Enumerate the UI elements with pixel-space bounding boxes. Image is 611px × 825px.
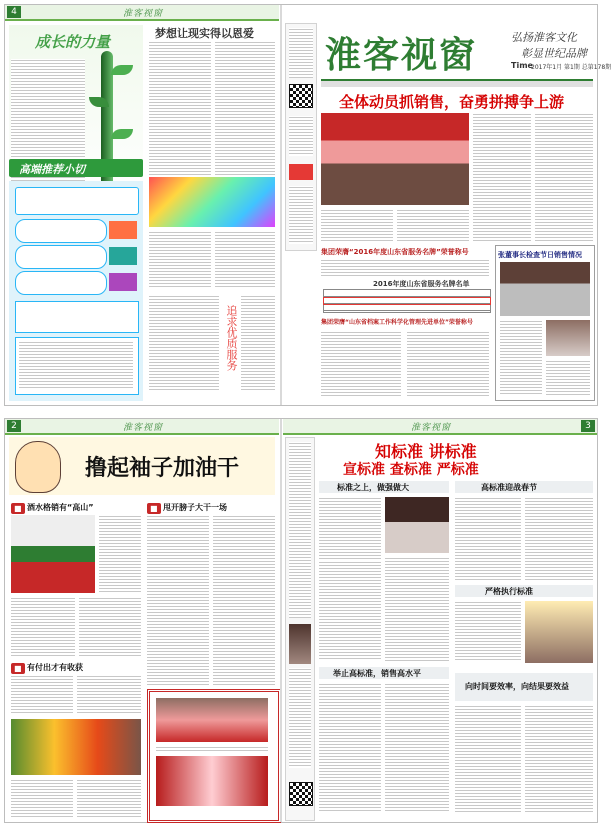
- page-2-headline: 撸起袖子加油干: [85, 455, 240, 481]
- chairman-title: 张董事长检查节日销售情况: [498, 251, 582, 259]
- qr-code: [289, 782, 313, 806]
- news-item-2-text: [407, 331, 489, 397]
- shelf-photo: [156, 756, 268, 806]
- time-label: Time: [511, 61, 533, 70]
- page-1: [283, 5, 611, 405]
- section-3-header: [455, 585, 593, 597]
- section-1-title: 标准之上，做强做大: [337, 483, 409, 492]
- section-4-header: [319, 667, 449, 679]
- info-block: [15, 219, 107, 243]
- section-5-header: [455, 673, 593, 701]
- essay-text: [149, 295, 219, 391]
- feature-banner-text: 高端推荐小切: [19, 163, 85, 176]
- chairman-photo: [500, 262, 590, 316]
- feature-banner: [9, 159, 143, 177]
- section-1-title: 酒水格销有“高山”: [27, 503, 94, 512]
- masthead-info-strip: [321, 81, 593, 87]
- cartoon-face: [15, 441, 61, 493]
- essay-text: [241, 295, 275, 391]
- market-photo: [11, 719, 141, 775]
- page-number: 2: [7, 420, 21, 432]
- page-number: 4: [7, 6, 21, 18]
- sidebar-text: [289, 668, 311, 768]
- section-3-title: 严格执行标准: [485, 587, 533, 596]
- news-item-2-title: 集团荣膺“山东省档案工作科学化管理先进单位”荣誉称号: [321, 319, 473, 326]
- page-2-header: [5, 419, 279, 435]
- sidebar-text: [289, 116, 313, 156]
- section-3-text: [455, 601, 521, 661]
- issue-info: 2017年1月 第1期 总第178期: [531, 64, 611, 71]
- service-column-title: 追求优质服务: [225, 305, 238, 371]
- section-tag: ■: [11, 663, 25, 674]
- top-spread: [4, 4, 611, 406]
- chairman-text: [500, 320, 542, 396]
- masthead: [321, 23, 611, 81]
- headline-article: [397, 209, 469, 241]
- honor-table-title: 2016年度山东省服务名牌名单: [373, 280, 470, 288]
- section-1-text: [79, 597, 141, 657]
- essay-title: 梦想让现实得以恩爱: [155, 27, 254, 40]
- info-tile: [109, 247, 137, 265]
- standards-title-2: 宣标准 查标准 严标准: [343, 462, 479, 478]
- sidebar-text: [289, 442, 311, 618]
- news-item-1-title: 集团荣膺“2016年度山东省服务名牌”荣誉称号: [321, 248, 469, 256]
- headline-banner: [9, 437, 275, 495]
- page-brand: 淮客视窗: [411, 423, 452, 433]
- info-tile: [109, 273, 137, 291]
- leaf: [111, 65, 133, 75]
- page-3: [283, 419, 597, 822]
- section-3-title: 有付出才有收获: [27, 663, 83, 672]
- section-5-title: 向时间要效率，向结果要效益: [465, 682, 569, 691]
- sidebar-photo: [289, 624, 311, 664]
- chairman-photo-2: [546, 320, 590, 356]
- page-brand: 淮客视窗: [123, 9, 164, 19]
- section-tag: ■: [11, 503, 25, 514]
- fold: [280, 419, 282, 822]
- headline-article: [535, 113, 593, 241]
- news-item-1-text: [321, 259, 489, 277]
- infographic-panel: [9, 181, 143, 401]
- photo-caption: [156, 746, 268, 752]
- section-1-text: [319, 561, 381, 661]
- masthead-slogan-2: 彰显世纪品牌: [521, 47, 587, 60]
- essay-text: [215, 41, 275, 175]
- section-4-text: [385, 683, 449, 813]
- section-4-text: [319, 683, 381, 813]
- page-brand: 淮客视窗: [123, 423, 164, 433]
- section-3-text: [11, 675, 73, 715]
- masthead-title: 淮客视窗: [325, 34, 478, 76]
- essay-text: [215, 231, 275, 287]
- section-2-title: 高标准迎战春节: [481, 483, 537, 492]
- section-2-header: [455, 481, 593, 493]
- section-5-text: [455, 705, 521, 813]
- sales-photo: [321, 113, 469, 205]
- info-block: [15, 301, 139, 333]
- info-block: [15, 187, 139, 215]
- section-4-title: 举止高标准，销售高水平: [333, 669, 421, 678]
- info-block: [15, 245, 107, 269]
- chairman-text: [546, 360, 590, 396]
- headline-article: [473, 113, 531, 241]
- page-number: 3: [581, 420, 595, 432]
- essay-text: [149, 41, 211, 175]
- page-1-sidebar: [285, 23, 317, 251]
- section-3-text: [77, 675, 141, 715]
- chairman-box: [495, 245, 595, 401]
- page-1-headline: 全体动员抓销售，奋勇拼搏争上游: [339, 93, 565, 111]
- section-3-text: [11, 779, 73, 817]
- page-2: [5, 419, 279, 822]
- section-1-text: [11, 597, 75, 657]
- section-2-text: [455, 497, 521, 581]
- info-text: [19, 341, 133, 389]
- growth-headline: 成长的力量: [35, 33, 111, 51]
- bottom-spread: [4, 418, 598, 823]
- section-1-text: [319, 497, 381, 559]
- staff-photo: [525, 601, 593, 663]
- section-1-text: [385, 557, 449, 661]
- page-4-header: [5, 5, 279, 21]
- essay-text: [149, 231, 211, 287]
- section-1-header: [319, 481, 449, 493]
- section-2-text: [525, 497, 593, 581]
- speaker-photo: [385, 497, 449, 553]
- leaf: [111, 129, 133, 139]
- headline-article: [321, 209, 393, 241]
- section-5-text: [525, 705, 593, 813]
- team-photo: [156, 698, 268, 742]
- store-photo: [11, 515, 95, 593]
- news-item-2-text: [321, 331, 401, 397]
- sidebar-text: [289, 186, 313, 244]
- section-2-text: [147, 515, 209, 685]
- runners-illustration: [149, 177, 275, 227]
- info-block: [15, 271, 107, 295]
- sidebar-text: [289, 28, 313, 78]
- standards-title-1: 知标准 讲标准: [375, 442, 477, 461]
- page-3-sidebar: [285, 437, 315, 821]
- info-tile: [109, 221, 137, 239]
- section-2-text: [213, 515, 275, 685]
- section-3-text: [77, 779, 141, 817]
- section-1-text: [99, 515, 141, 593]
- honor-table-highlight: [323, 297, 491, 305]
- photo-frame: [147, 689, 281, 823]
- page-3-header: [283, 419, 597, 435]
- section-tag: ■: [147, 503, 161, 514]
- section-2-title: 甩开膀子大干一场: [163, 503, 227, 512]
- page-4: [5, 5, 279, 405]
- masthead-slogan-1: 弘扬淮客文化: [511, 31, 577, 44]
- qr-code: [289, 84, 313, 108]
- fold: [280, 5, 282, 405]
- sidebar-badge: [289, 164, 313, 180]
